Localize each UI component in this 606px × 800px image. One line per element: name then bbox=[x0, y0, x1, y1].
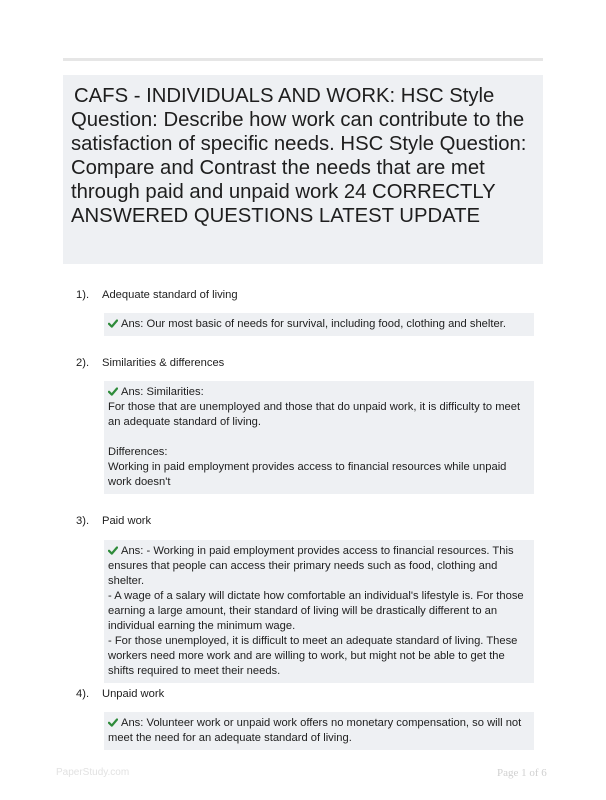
footer-watermark: PaperStudy.com bbox=[56, 767, 130, 778]
answer-text: Ans: - Working in paid employment provides access to financial resources. This ensures that people can access their primary needs such as food, clothing and shelter. bbox=[108, 545, 517, 587]
answer-text: Ans: Similarities: bbox=[121, 386, 204, 398]
check-icon bbox=[108, 546, 118, 555]
question-number: 2). bbox=[76, 357, 90, 369]
check-icon bbox=[108, 718, 118, 727]
answer-box-1 bbox=[104, 313, 534, 336]
answer-box-2 bbox=[104, 381, 534, 494]
page-number: Page 1 of 6 bbox=[497, 767, 547, 779]
answer-text: Ans: Volunteer work or unpaid work offers no monetary compensation, so will not meet the need for an adequate standard of living. bbox=[108, 717, 525, 744]
answer-line bbox=[108, 385, 530, 400]
answer-line: - A wage of a salary will dictate how comfortable an individual's lifestyle is. For those earning a large amount, their standard of living will be drastically different to an individual earning the minimum wage. bbox=[108, 590, 527, 632]
answer-box-4 bbox=[104, 712, 534, 750]
answer-text: Ans: Our most basic of needs for survival, including food, clothing and shelter. bbox=[121, 318, 506, 330]
answer-blank-line bbox=[108, 430, 530, 445]
question-label: Paid work bbox=[102, 515, 152, 527]
answer-line: For those that are unemployed and those that do unpaid work, it is difficulty to meet an adequate standard of living. bbox=[108, 401, 524, 428]
question-label: Similarities & differences bbox=[102, 357, 225, 369]
answer-line: Differences: bbox=[108, 446, 168, 458]
answer-line: - For those unemployed, it is difficult to meet an adequate standard of living. These workers need more work and are willing to work, but might not be able to get the shifts required to meet their needs. bbox=[108, 635, 521, 677]
question-number: 4). bbox=[76, 688, 90, 700]
question-label: Unpaid work bbox=[102, 688, 165, 700]
question-label: Adequate standard of living bbox=[102, 289, 238, 301]
question-number: 1). bbox=[76, 289, 90, 301]
answer-line: Working in paid employment provides access to financial resources while unpaid work doesn't bbox=[108, 461, 510, 488]
answer-box-3 bbox=[104, 540, 534, 683]
answer-line bbox=[108, 716, 530, 746]
document-title: CAFS - INDIVIDUALS AND WORK: HSC Style Question: Describe how work can contribute to the satisfaction of specific needs. HSC Style Question: Compare and Contrast the needs that are met through paid and unpaid work 24 CORRECTLY ANSWERED QUESTIONS LATEST UPDATE bbox=[71, 85, 527, 227]
check-icon bbox=[108, 319, 118, 328]
title-box bbox=[63, 75, 543, 264]
check-icon bbox=[108, 387, 118, 396]
answer-line bbox=[108, 544, 530, 589]
question-number: 3). bbox=[76, 515, 90, 527]
answer-line bbox=[108, 317, 530, 332]
top-divider bbox=[63, 58, 543, 61]
